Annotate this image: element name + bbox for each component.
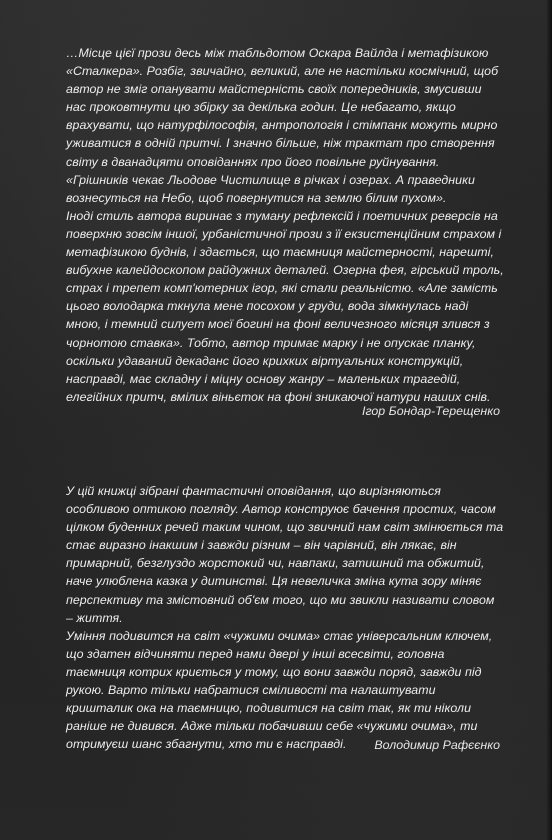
review-text-1 (66, 44, 504, 406)
review-1-paragraph-1: …Місце цієї прози десь між табльдотом Оскара Вайлда і метафізикою «Сталкера». Розбіг, звичайно, великий, але не настільки космічний, щоб автор не зміг опанувати майстерність своїх попередників, змусивши нас проковтнути цю збірку за декілька годин. Це небагато, якщо врахувати, що натурфілософія, антропологія і стімпанк можуть мирно уживатися в одній притчі. І значно більше, ніж трактат про створення світу в дванадцяти оповіданнях про його повільне руйнування. «Грішників чекає Льодове Чистилище в річках і озерах. А праведники вознесуться на Небо, щоб повернутися на землю білим пухом». (66, 46, 499, 205)
review-1-author: Ігор Бондар-Терещенко (362, 404, 500, 418)
review-text-2 (66, 482, 504, 753)
review-2-paragraph-2: Уміння подивится на світ «чужими очима» стає універсальним ключем, що здатен відчиняти перед нами двері у інші всесвіти, головна таємниця котрих криється у тому, що вони завжди поряд, завжди під рукою. Варто тільки набратися сміливості та налаштувати кришталик ока на таємницю, подивитися на світ так, як ти ніколи раніше не дивився. Адже тільки побачивши себе «чужими очима», ти отримуєш шанс збагнути, хто ти є насправді. (66, 628, 493, 752)
review-2-paragraph-1: У цій книжці зібрані фантастичні оповідання, що вирізняються особливою оптикою погляду. Автор конструює бачення простих, часом цілком буденних речей таким чином, що звичний нам світ змінюється та стає виразно інакшим і завжди різним – він чарівний, він лякає, він примарний, безглуздо жорстокий чи, навпаки, затишний та обжитий, наче улюблена казка у дитинстві. Ця невеличка зміна кута зору міняє перспективу та змістовний об'єм того, що ми звикли називати словом – життя. (66, 484, 504, 625)
cover-edge-shadow (546, 0, 552, 840)
review-1-paragraph-2: Іноді стиль автора виринає з туману рефлексій і поетичних реверсів на поверхню зовсім іншої, урбаністичної прози з її екзистенційним страхом і метафізикою буднів, і здається, що таємниця майстерності, нарешті, вибухне калейдоскопом райдужних деталей. Озерна фея, гірський троль, страх і трепет комп'ютерних ігор, які стали реальністю. «Але замість цього володарка ткнула мене посохом у груди, вода зімкнулась наді мною, і темний силует моєї богині на фоні величезного місяця злився з чорнотою ставка». Тобто, автор тримає марку і не опускає планку, оскільки удаваний декаданс його крихких віртуальних конструкцій, насправді, має складну і міцну основу жанру – маленьких трагедій, елегійних притч, вмілих віньєток на фоні зникаючої натури наших снів. (66, 208, 504, 404)
review-2-author: Володимир Рафєєнко (374, 738, 500, 752)
